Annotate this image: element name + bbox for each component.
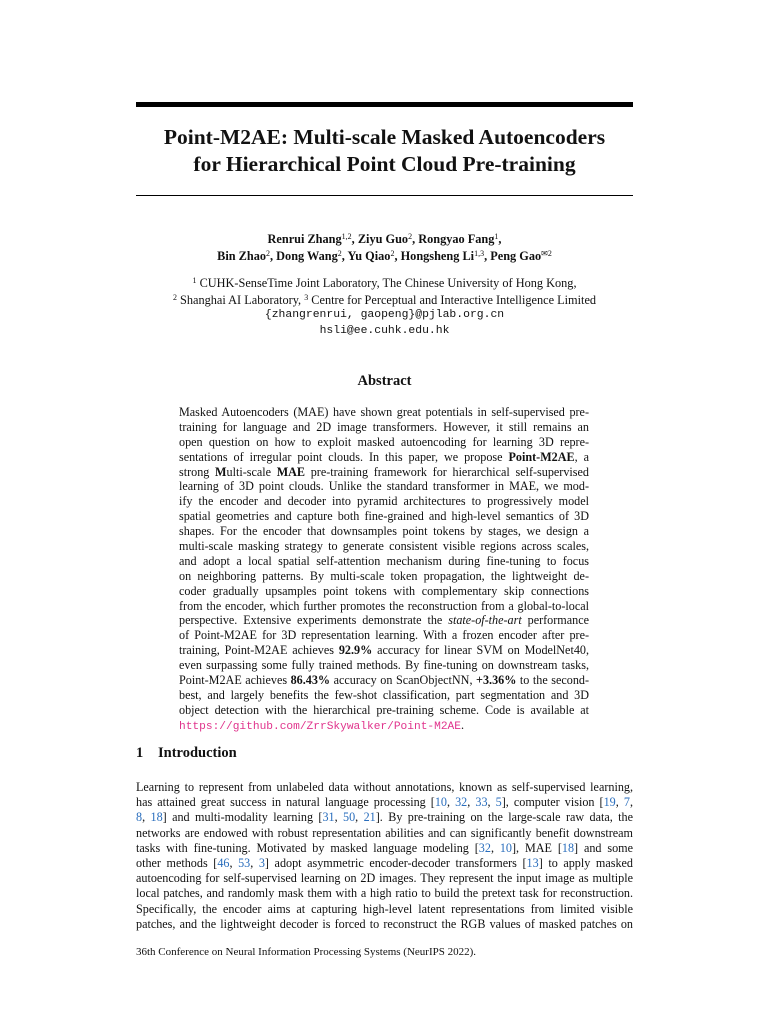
abstract-text: Point-M2AE achieves bbox=[179, 673, 288, 688]
citation-link[interactable]: 19 bbox=[603, 795, 616, 810]
intro-text: , bbox=[629, 795, 633, 810]
abstract-text: sentations of irregular point clouds. In this paper, we propose bbox=[179, 449, 503, 464]
email-line: hsli@ee.cuhk.edu.hk bbox=[319, 324, 450, 337]
citation-link[interactable]: 7 bbox=[623, 795, 630, 810]
intro-text: has attained great success in natural language processing [ bbox=[136, 795, 435, 810]
author-affil-sup: 1,2 bbox=[341, 232, 352, 241]
affil-text: Shanghai AI Laboratory, bbox=[180, 293, 302, 307]
section-number: 1 bbox=[136, 745, 144, 761]
abstract-text: to the second- bbox=[519, 673, 590, 688]
emphasis-text: state-of-the-art bbox=[448, 613, 522, 628]
affil-text: Centre for Perceptual and Interactive Intelligence Limited bbox=[311, 293, 597, 307]
affil-sup: 2 bbox=[172, 293, 177, 302]
abstract-line: from the encoder, which further promotes the reconstruction from a global-to-local bbox=[179, 598, 589, 613]
citation-link[interactable]: 21 bbox=[363, 810, 376, 825]
intro-text: , bbox=[142, 810, 151, 825]
citation-link[interactable]: 13 bbox=[526, 855, 539, 870]
abstract-text: ulti-scale bbox=[226, 464, 272, 479]
abstract-line: multi-scale masking strategy to generate consistent visible regions across scales, bbox=[179, 539, 589, 554]
intro-text: ] and multi-modality learning [ bbox=[162, 810, 323, 825]
author-list bbox=[136, 231, 633, 265]
paper-title bbox=[136, 124, 633, 178]
intro-text: , bbox=[355, 810, 364, 825]
author-affil-sup: 2 bbox=[390, 249, 395, 258]
intro-text: ], MAE [ bbox=[512, 840, 562, 855]
citation-link[interactable]: 33 bbox=[475, 795, 488, 810]
intro-text: other methods [ bbox=[136, 855, 218, 870]
author-line-2: Bin Zhao$^2$, Dong Wang$^2$, Yu Qiao$^2$, Hongsheng Li$^{1,3}$, Peng Gao$^{✉2}$ bbox=[217, 249, 552, 263]
author-affil-sup: ✉2 bbox=[541, 249, 552, 258]
abstract-line bbox=[179, 643, 589, 658]
abstract-text: strong bbox=[179, 464, 210, 479]
author-line-1: Renrui Zhang$^{1,2}$, Ziyu Guo$^2$, Rongyao Fang$^1$, bbox=[267, 232, 502, 246]
section-title: Introduction bbox=[158, 745, 237, 761]
intro-line bbox=[136, 886, 633, 901]
abstract-line: spatial geometries and capture both fine-grained and high-level semantics of 3D bbox=[179, 509, 589, 524]
intro-text: patches, and the lightweight decoder is forced to reconstruct the RGB values of masked patches on bbox=[136, 916, 633, 931]
result-value: 86.43% bbox=[290, 673, 331, 688]
intro-text: networks are endowed with robust representation abilities and can significantly benefit downstream bbox=[136, 825, 633, 840]
abstract-line: training for language and 2D image transformers. However, it still remains an bbox=[179, 419, 589, 434]
abstract-line: of Point-M2AE for 3D representation learning. With a frozen encoder after pre- bbox=[179, 628, 589, 643]
email-line: {zhangrenrui, gaopeng}@pjlab.org.cn bbox=[264, 309, 505, 321]
affiliations bbox=[136, 275, 633, 309]
intro-line bbox=[136, 795, 633, 810]
citation-link[interactable]: 18 bbox=[561, 840, 575, 855]
author-affil-sup: 1,3 bbox=[474, 249, 485, 258]
intro-line bbox=[136, 780, 633, 795]
author-name: Yu Qiao bbox=[347, 249, 391, 263]
intro-text: tasks with fine-tuning. Motivated by masked language modeling [ bbox=[136, 840, 479, 855]
intro-text: , bbox=[615, 795, 624, 810]
citation-link[interactable]: 3 bbox=[258, 855, 265, 870]
intro-text: ] to apply masked bbox=[538, 855, 633, 870]
affil-text: CUHK-SenseTime Joint Laboratory, The Chinese University of Hong Kong, bbox=[199, 276, 577, 290]
abstract-text: training, Point-M2AE achieves bbox=[179, 643, 334, 658]
intro-text: , bbox=[490, 840, 500, 855]
abstract-text: pre-training framework for hierarchical self-supervised bbox=[310, 464, 589, 479]
intro-line bbox=[136, 917, 633, 932]
author-name: Renrui Zhang bbox=[267, 232, 342, 246]
intro-text: ] adopt asymmetric encoder-decoder transformers [ bbox=[264, 855, 527, 870]
abstract-line: https://github.com/ZrrSkywalker/Point-M2AE. bbox=[179, 717, 465, 733]
abstract-line: even surpassing some fully trained methods. By fine-tuning on downstream tasks, bbox=[179, 658, 589, 673]
intro-text: , bbox=[334, 810, 344, 825]
acronym-letter: M bbox=[215, 464, 227, 479]
abstract-line: ify the encoder and decoder into pyramid architectures to progressively model bbox=[179, 494, 589, 509]
abstract-line bbox=[179, 613, 589, 628]
abstract-text: performance bbox=[527, 613, 589, 628]
intro-line bbox=[136, 810, 633, 825]
citation-link[interactable]: 18 bbox=[150, 810, 163, 825]
abstract-text: accuracy on ScanObjectNN, bbox=[333, 673, 473, 688]
author-name: Hongsheng Li bbox=[400, 249, 475, 263]
citation-link[interactable]: 8 bbox=[136, 810, 143, 825]
abstract-text: accuracy for linear SVM on ModelNet40, bbox=[377, 643, 589, 658]
intro-text: ] and some bbox=[574, 840, 633, 855]
intro-text: local patches, and randomly mask them with a high ratio to build the pretext task for reconstruction. bbox=[136, 886, 633, 901]
author-name: Dong Wang bbox=[276, 249, 338, 263]
intro-text: ], computer vision [ bbox=[501, 795, 604, 810]
citation-link[interactable]: 50 bbox=[343, 810, 356, 825]
method-name: Point-M2AE bbox=[508, 449, 575, 464]
intro-text: , bbox=[467, 795, 476, 810]
citation-link[interactable]: 32 bbox=[455, 795, 468, 810]
abstract-line: learning of 3D point clouds. Unlike the standard transformer in MAE, we mod- bbox=[179, 479, 589, 494]
title-line-1: Point-M2AE: Multi-scale Masked Autoencoders bbox=[163, 125, 606, 149]
citation-link[interactable]: 32 bbox=[478, 840, 491, 855]
introduction-body bbox=[136, 780, 633, 932]
abstract-line: object detection with the hierarchical pre-training scheme. Code is available at bbox=[179, 702, 589, 717]
section-heading bbox=[136, 745, 237, 762]
affil-sup: 3 bbox=[304, 293, 309, 302]
title-line-2: for Hierarchical Point Cloud Pre-training bbox=[193, 152, 576, 176]
result-value: 92.9% bbox=[338, 643, 373, 658]
abstract-line: coder gradually upsamples point tokens with complementary skip connections bbox=[179, 583, 589, 598]
conference-footer: 36th Conference on Neural Information Processing Systems (NeurIPS 2022). bbox=[136, 946, 477, 958]
abstract-line: shapes. For the encoder that downsamples point tokens by stages, we design a bbox=[179, 524, 589, 539]
abstract-line: on neighboring patterns. By multi-scale token propagation, the lightweight de- bbox=[179, 568, 589, 583]
abstract-line: open question on how to exploit masked autoencoding for learning 3D repre- bbox=[179, 434, 589, 449]
intro-line bbox=[136, 826, 633, 841]
affiliation-line-2 bbox=[136, 292, 633, 309]
author-emails bbox=[136, 308, 633, 339]
abstract-heading: Abstract bbox=[357, 373, 412, 389]
author-affil-sup: 2 bbox=[337, 249, 342, 258]
abstract-line bbox=[179, 465, 589, 480]
result-value: +3.36% bbox=[476, 673, 517, 688]
abstract-body bbox=[179, 405, 589, 733]
acronym-letter: MAE bbox=[276, 464, 306, 479]
intro-text: ]. By pre-training on the large-scale raw data, the bbox=[375, 810, 634, 825]
author-name: Rongyao Fang bbox=[418, 232, 495, 246]
author-affil-sup: 2 bbox=[408, 232, 413, 241]
citation-link[interactable]: 10 bbox=[434, 795, 447, 810]
affil-sup: 1 bbox=[192, 276, 197, 285]
intro-line bbox=[136, 856, 633, 871]
author-name: Bin Zhao bbox=[217, 249, 267, 263]
intro-text: , bbox=[229, 855, 239, 870]
author-affil-sup: 1 bbox=[494, 232, 499, 241]
citation-link[interactable]: 31 bbox=[322, 810, 335, 825]
intro-text: Learning to represent from unlabeled data without annotations, known as self-supervised learning, bbox=[136, 780, 633, 794]
author-name: Ziyu Guo bbox=[357, 232, 409, 246]
intro-text: , bbox=[446, 795, 456, 810]
abstract-text: perspective. Extensive experiments demonstrate the bbox=[179, 613, 443, 628]
code-link[interactable]: https://github.com/ZrrSkywalker/Point-M2AE bbox=[179, 720, 461, 733]
title-top-rule bbox=[136, 102, 633, 107]
intro-line bbox=[136, 902, 633, 917]
intro-text: Specifically, the encoder aims at capturing high-level latent representations from limited visible bbox=[136, 901, 633, 916]
abstract-line bbox=[179, 673, 589, 688]
citation-link[interactable]: 46 bbox=[217, 855, 230, 870]
intro-text: autoencoding for self-supervised learning on 2D images. They represent the input image as multiple bbox=[136, 871, 633, 886]
citation-link[interactable]: 5 bbox=[495, 795, 502, 810]
intro-text: , bbox=[250, 855, 259, 870]
intro-line bbox=[136, 871, 633, 886]
abstract-line: sentations of irregular point clouds. In this paper, we propose Point-M2AE, a bbox=[179, 449, 589, 464]
citation-link[interactable]: 10 bbox=[499, 840, 512, 855]
abstract-line: and adopt a local spatial self-attention mechanism during fine-tuning to focus bbox=[179, 553, 589, 568]
affiliation-line-1 bbox=[136, 275, 633, 292]
abstract-line: Masked Autoencoders (MAE) have shown great potentials in self-supervised pre- bbox=[179, 405, 589, 419]
title-bottom-rule bbox=[136, 195, 633, 196]
abstract-line: best, and largely benefits the few-shot classification, part segmentation and 3D bbox=[179, 687, 589, 702]
intro-line bbox=[136, 841, 633, 856]
citation-link[interactable]: 53 bbox=[238, 855, 251, 870]
author-name: Peng Gao bbox=[490, 249, 542, 263]
author-affil-sup: 2 bbox=[266, 249, 271, 258]
intro-text: , bbox=[487, 795, 496, 810]
